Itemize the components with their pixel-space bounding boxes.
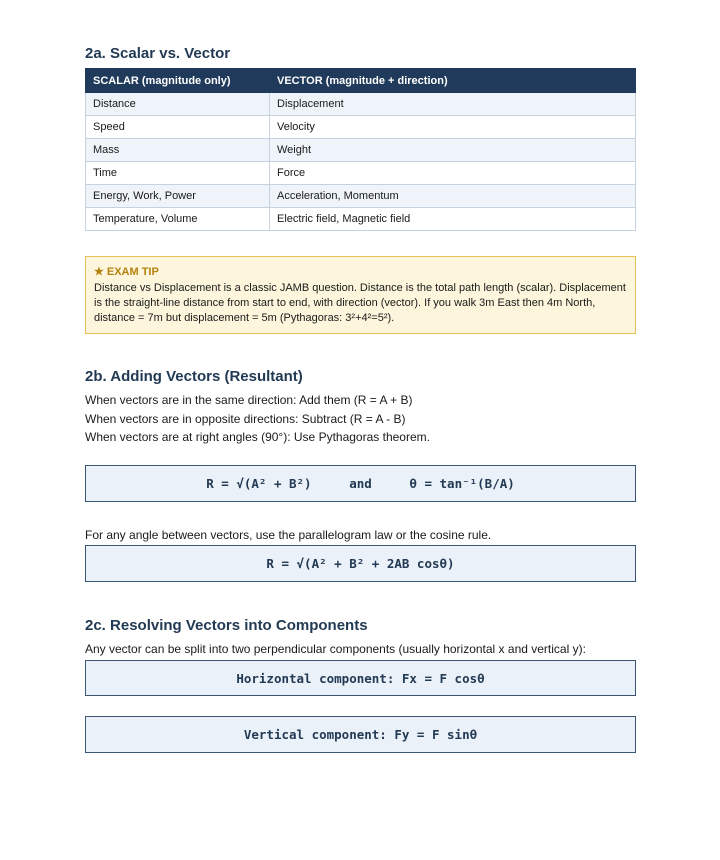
scalar-cell: Energy, Work, Power xyxy=(86,185,270,208)
scalar-cell: Speed xyxy=(86,116,270,139)
vector-cell: Acceleration, Momentum xyxy=(270,185,636,208)
rule-same-direction: When vectors are in the same direction: Add them (R = A + B) xyxy=(85,393,413,407)
table-row xyxy=(86,162,636,185)
vector-cell: Velocity xyxy=(270,116,636,139)
table-row xyxy=(86,93,636,116)
table-row xyxy=(86,116,636,139)
scalar-cell: Distance xyxy=(86,93,270,116)
scalar-cell: Time xyxy=(86,162,270,185)
table-row xyxy=(86,185,636,208)
formula-horizontal-component: Horizontal component: Fx = F cosθ xyxy=(85,660,636,696)
formula-vertical-component: Vertical component: Fy = F sinθ xyxy=(85,716,636,753)
formula-pythagoras: R = √(A² + B²) and θ = tan⁻¹(B/A) xyxy=(85,465,636,502)
vector-cell: Force xyxy=(270,162,636,185)
rule-right-angles: When vectors are at right angles (90°): Use Pythagoras theorem. xyxy=(85,430,430,444)
scalar-cell: Temperature, Volume xyxy=(86,208,270,231)
exam-tip-title xyxy=(94,265,627,280)
heading-resolving-vectors: 2c. Resolving Vectors into Components xyxy=(85,617,368,634)
vector-cell: Weight xyxy=(270,139,636,162)
table-row xyxy=(86,208,636,231)
table-row xyxy=(86,139,636,162)
adding-rules xyxy=(85,391,430,447)
column-header-vector: VECTOR (magnitude + direction) xyxy=(270,69,636,93)
heading-adding-vectors: 2b. Adding Vectors (Resultant) xyxy=(85,368,303,385)
star-icon: ★ xyxy=(94,266,104,278)
exam-tip-label: EXAM TIP xyxy=(106,266,159,278)
column-header-scalar: SCALAR (magnitude only) xyxy=(86,69,270,93)
exam-tip-text: Distance vs Displacement is a classic JAMB question. Distance is the total path length (scalar). Displacement is the straight-line distance from start to end, with direction (vector). If you walk 3m East then 4m North, distance = 7m but displacement = 5m (Pythagoras: 3²+4²=5²). xyxy=(94,282,626,324)
table-header-row xyxy=(86,69,636,93)
heading-scalar-vs-vector: 2a. Scalar vs. Vector xyxy=(85,45,231,62)
vector-cell: Displacement xyxy=(270,93,636,116)
resolving-intro: Any vector can be split into two perpendicular components (usually horizontal x and vertical y): xyxy=(85,642,586,656)
scalar-cell: Mass xyxy=(86,139,270,162)
formula-cosine-rule: R = √(A² + B² + 2AB cosθ) xyxy=(85,545,636,582)
scalar-vector-table xyxy=(85,68,636,231)
rule-opposite-direction: When vectors are in opposite directions: Subtract (R = A - B) xyxy=(85,411,406,426)
vector-cell: Electric field, Magnetic field xyxy=(270,208,636,231)
exam-tip-box xyxy=(85,256,636,334)
parallelogram-note: For any angle between vectors, use the parallelogram law or the cosine rule. xyxy=(85,528,492,542)
